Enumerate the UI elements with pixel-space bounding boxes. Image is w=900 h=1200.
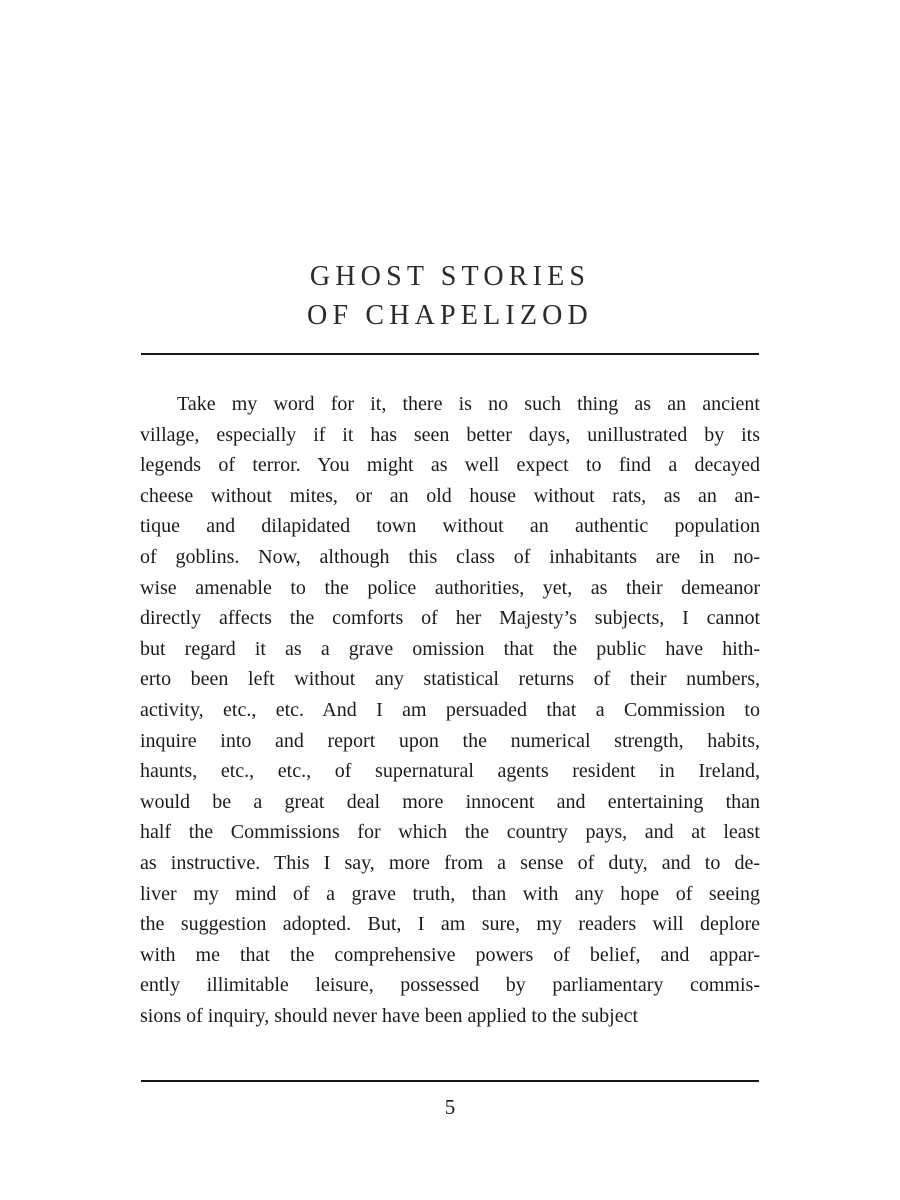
body-line: the suggestion adopted. But, I am sure, my readers will deplore xyxy=(140,913,760,936)
chapter-title-line-2: OF CHAPELIZOD xyxy=(307,300,593,331)
body-line: inquire into and report upon the numerical strength, habits, xyxy=(140,729,760,752)
body-line: sions of inquiry, should never have been applied to the subject xyxy=(140,1004,639,1027)
body-text xyxy=(140,389,760,1031)
body-line: half the Commissions for which the country pays, and at least xyxy=(140,821,760,844)
body-line: but regard it as a grave omission that the public have hith- xyxy=(140,637,760,660)
body-line: of goblins. Now, although this class of inhabitants are in no- xyxy=(140,545,760,568)
body-line: Take my word for it, there is no such thing as an ancient xyxy=(177,393,760,415)
body-line: legends of terror. You might as well expect to find a decayed xyxy=(140,454,760,477)
body-line: tique and dilapidated town without an authentic population xyxy=(140,515,760,538)
body-line: haunts, etc., etc., of supernatural agents resident in Ireland, xyxy=(140,760,760,783)
title-divider-rule xyxy=(141,353,759,355)
body-line: cheese without mites, or an old house without rats, as an an- xyxy=(140,484,760,507)
chapter-title xyxy=(140,257,760,335)
body-line: village, especially if it has seen better days, unillustrated by its xyxy=(140,423,760,446)
body-line: with me that the comprehensive powers of belief, and appar- xyxy=(140,943,760,966)
body-line: erto been left without any statistical returns of their numbers, xyxy=(140,668,760,691)
body-line: wise amenable to the police authorities, yet, as their demeanor xyxy=(140,576,760,599)
body-line: directly affects the comforts of her Majesty’s subjects, I cannot xyxy=(140,607,760,630)
body-line: liver my mind of a grave truth, than with any hope of seeing xyxy=(140,882,760,905)
body-line: activity, etc., etc. And I am persuaded that a Commission to xyxy=(140,698,760,721)
footer-divider-rule xyxy=(141,1080,759,1082)
body-line: as instructive. This I say, more from a sense of duty, and to de- xyxy=(140,851,760,874)
body-line: ently illimitable leisure, possessed by parliamentary commis- xyxy=(140,974,760,997)
body-line: would be a great deal more innocent and entertaining than xyxy=(140,790,760,813)
page-number: 5 xyxy=(444,1095,456,1119)
chapter-title-line-1: GHOST STORIES xyxy=(309,261,591,292)
